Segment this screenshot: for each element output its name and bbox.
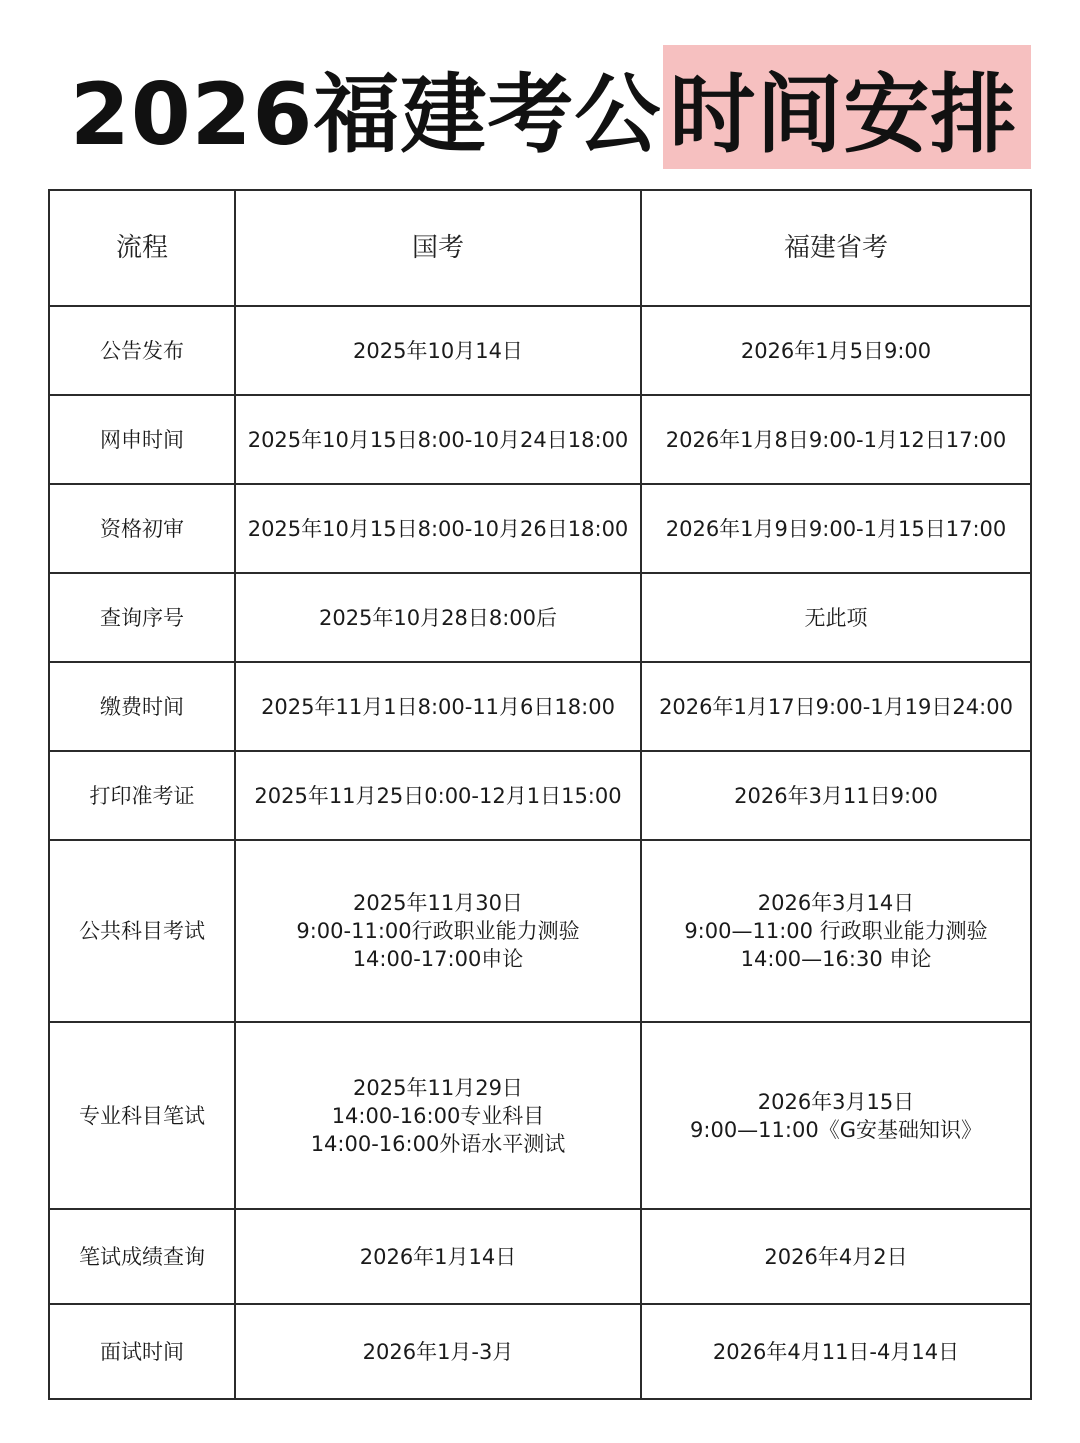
cell-provincial — [641, 306, 1031, 395]
cell-line: 9:00-11:00行政职业能力测验 — [296, 919, 580, 943]
cell-national — [235, 662, 641, 751]
cell-line: 2026年3月14日 — [757, 891, 915, 915]
cell-line: 2026年3月15日 — [757, 1089, 915, 1114]
cell-step: 公共科目考试 — [49, 840, 235, 1022]
title-prefix: 2026福建考公 — [70, 65, 662, 165]
cell-national — [235, 840, 641, 1022]
table-row — [49, 1304, 1031, 1399]
cell-provincial — [641, 484, 1031, 573]
cell-national — [235, 751, 641, 840]
table-row — [49, 751, 1031, 840]
cell-national — [235, 484, 641, 573]
header-step: 流程 — [49, 190, 235, 306]
header-provincial: 福建省考 — [641, 190, 1031, 306]
cell-line: 2025年11月25日0:00-12月1日15:00 — [254, 783, 622, 808]
cell-line: 2026年4月11日-4月14日 — [712, 1339, 960, 1364]
cell-national — [235, 1304, 641, 1399]
cell-step: 打印准考证 — [49, 751, 235, 840]
cell-national — [235, 395, 641, 484]
cell-provincial — [641, 395, 1031, 484]
cell-national — [235, 1209, 641, 1304]
cell-national — [235, 306, 641, 395]
cell-line: 2025年10月28日8:00后 — [318, 605, 558, 630]
page-title — [70, 52, 1031, 165]
table-header-row — [49, 190, 1031, 306]
cell-line: 2026年1月17日9:00-1月19日24:00 — [659, 694, 1013, 719]
cell-line: 9:00—11:00《G安基础知识》 — [690, 1117, 982, 1142]
cell-line: 2025年11月29日 — [353, 1075, 523, 1100]
cell-line: 2026年1月9日9:00-1月15日17:00 — [665, 516, 1007, 541]
header-national: 国考 — [235, 190, 641, 306]
cell-line: 2026年4月2日 — [764, 1244, 908, 1269]
cell-provincial — [641, 1304, 1031, 1399]
title-highlight: 时间安排 — [663, 45, 1031, 169]
cell-national — [235, 573, 641, 662]
cell-step: 笔试成绩查询 — [49, 1209, 235, 1304]
table-row — [49, 306, 1031, 395]
cell-step: 公告发布 — [49, 306, 235, 395]
schedule-table — [48, 189, 1032, 1400]
cell-line: 2025年11月1日8:00-11月6日18:00 — [261, 694, 615, 719]
cell-provincial — [641, 840, 1031, 1022]
cell-step: 面试时间 — [49, 1304, 235, 1399]
cell-line: 14:00—16:30 申论 — [740, 947, 932, 971]
cell-line: 2026年1月8日9:00-1月12日17:00 — [665, 427, 1007, 452]
cell-provincial — [641, 1209, 1031, 1304]
table-row — [49, 484, 1031, 573]
cell-line: 2026年3月11日9:00 — [734, 783, 938, 808]
cell-step: 网申时间 — [49, 395, 235, 484]
cell-provincial — [641, 1022, 1031, 1209]
cell-line: 9:00—11:00 行政职业能力测验 — [684, 919, 988, 943]
table-row — [49, 1022, 1031, 1209]
cell-step: 查询序号 — [49, 573, 235, 662]
table-row — [49, 395, 1031, 484]
cell-provincial — [641, 751, 1031, 840]
cell-line: 14:00-16:00专业科目 — [331, 1103, 545, 1128]
table-row — [49, 840, 1031, 1022]
cell-line: 无此项 — [804, 605, 868, 630]
cell-provincial — [641, 662, 1031, 751]
cell-step: 专业科目笔试 — [49, 1022, 235, 1209]
cell-line: 14:00-16:00外语水平测试 — [310, 1131, 566, 1156]
cell-line: 2025年10月14日 — [353, 338, 523, 363]
table-row — [49, 573, 1031, 662]
cell-step: 缴费时间 — [49, 662, 235, 751]
table-row — [49, 1209, 1031, 1304]
cell-line: 2025年11月30日 — [353, 891, 523, 915]
cell-line: 2026年1月14日 — [359, 1244, 517, 1269]
table-row — [49, 662, 1031, 751]
cell-step: 资格初审 — [49, 484, 235, 573]
cell-line: 2025年10月15日8:00-10月26日18:00 — [247, 516, 629, 541]
cell-national — [235, 1022, 641, 1209]
cell-line: 2025年10月15日8:00-10月24日18:00 — [247, 427, 629, 452]
cell-line: 2026年1月5日9:00 — [740, 338, 932, 363]
cell-line: 14:00-17:00申论 — [352, 947, 524, 971]
cell-provincial — [641, 573, 1031, 662]
cell-line: 2026年1月-3月 — [362, 1339, 514, 1364]
